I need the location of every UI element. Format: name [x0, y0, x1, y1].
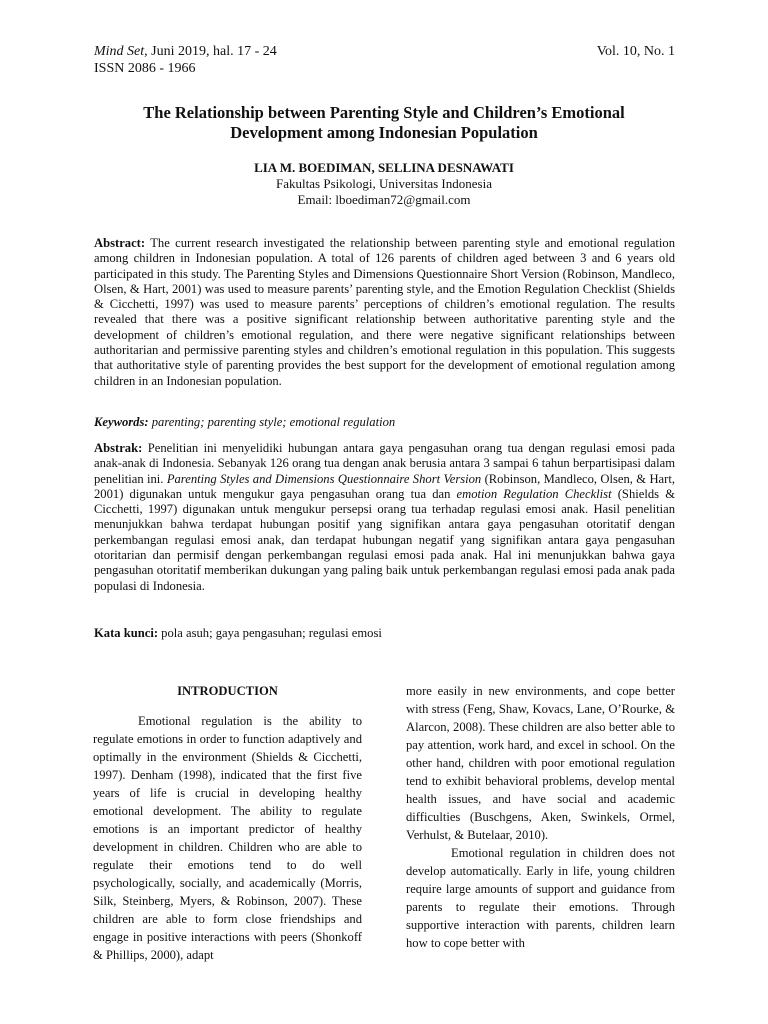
kata-kunci-label: Kata kunci: — [94, 626, 159, 640]
title-line-2: Development among Indonesian Population — [230, 123, 538, 142]
intro-paragraph-1-continued: more easily in new environments, and cope better with stress (Feng, Shaw, Kovacs, Lane, O’Rourke, & Alarcon, 2008). These children are also better able to pay attention, work hard, and excel in school. On the other hand, children with poor emotional regulation tend to exhibit behavioral problems, develop mental health issues, and have social and academic difficulties (Buschgens, Aken, Swinkels, Ormel, Verhulst, & Butelaar, 2010). — [406, 684, 675, 842]
abstract-english — [94, 236, 675, 389]
author-block — [94, 160, 674, 208]
journal-header — [94, 43, 277, 77]
column-left — [93, 682, 362, 964]
issue-info: , Juni 2019, hal. 17 - 24 — [144, 44, 277, 59]
abstrak-label: Abstrak: — [94, 441, 143, 455]
volume-info: Vol. 10, No. 1 — [596, 44, 675, 59]
abstract-label: Abstract: — [94, 236, 146, 250]
abstract-indonesian — [94, 441, 675, 594]
abstrak-text-1: Penelitian ini menyelidiki hubungan antara gaya pengasuhan orang tua dengan regulasi emosi pada anak-anak di Indonesia. Sebanyak 126 orang tua dengan anak berusia antara 3 sampai 6 tahun berpartisipasi dalam penelitian ini. — [94, 441, 675, 486]
kata-kunci-text: pola asuh; gaya pengasuhan; regulasi emosi — [158, 626, 382, 640]
kata-kunci — [94, 626, 675, 641]
abstrak-italic-1: Parenting Styles and Dimensions Questionnaire Short Version — [166, 471, 482, 486]
journal-name: Mind Set — [94, 44, 145, 59]
paper-title — [94, 103, 674, 143]
abstrak-text-3: (Shields & Cicchetti, 1997) digunakan untuk mengukur persepsi orang tua terhadap regulasi emosi anak. Hasil penelitian menunjukkan bahwa terdapat hubungan positif yang signifikan antara gaya pengasuhan otoritatif dengan perkembangan regulasi emosi anak, dan terdapat hubungan negatif yang signifikan antara gaya pengasuhan otoritarian dan permisif dengan perkembangan regulasi emosi pada anak. Hal ini menunjukkan bahwa gaya pengasuhan otoritatif memberikan dukungan yang paling baik untuk perkembangan regulasi emosi pada anak pada populasi di Indonesia. — [94, 486, 675, 593]
abstrak-italic-2: emotion Regulation Checklist — [456, 486, 612, 501]
journal-citation — [94, 43, 277, 60]
author-email: Email: lboediman72@gmail.com — [297, 192, 471, 207]
author-names: LIA M. BOEDIMAN, SELLINA DESNAWATI — [254, 160, 514, 175]
intro-paragraph-1: Emotional regulation is the ability to regulate emotions in order to function adaptively and optimally in the environment (Shields & Cicchetti, 1997). Denham (1998), indicated that the first five years of life is crucial in developing healthy emotional development. The ability to regulate emotions is an important predictor of healthy development in children. Children who are able to regulate their emotions tend to do well psychologically, socially, and academically (Morris, Silk, Steinberg, Myers, & Robinson, 2007). These children are able to form close friendships and engage in positive interactions with peers (Shonkoff & Phillips, 2000), adapt — [93, 714, 362, 962]
column-right — [406, 682, 675, 952]
author-affiliation: Fakultas Psikologi, Universitas Indonesia — [276, 176, 492, 191]
keywords — [94, 415, 675, 430]
abstract-text: The current research investigated the relationship between parenting style and emotional regulation among children in Indonesian population. A total of 126 parents of children aged between 3 and 6 years old participated in this study. The Parenting Styles and Dimensions Questionnaire Short Version (Robinson, Mandleco, Olsen, & Hart, 2001) was used to measure parents’ parenting style, and the Emotion Regulation Checklist (Shields & Cicchetti, 1997) was used to measure parents’ perceptions of children’s emotional regulation. The results revealed that there was a positive significant relationship between authoritative parenting style and the development of children’s emotional regulation, and there were negative significant relationships between authoritarian and permissive parenting styles and children’s emotional regulation in this population. This suggests that authoritative style of parenting provides the best support for the development of emotional regulation among children in an Indonesian population. — [94, 236, 675, 388]
intro-paragraph-2: Emotional regulation in children does not develop automatically. Early in life, young children require large amounts of support and guidance from parents to regulate their emotions. Through supportive interaction with parents, children learn how to cope better with — [406, 846, 675, 950]
keywords-label: Keywords: — [94, 415, 149, 429]
keywords-text: parenting; parenting style; emotional regulation — [148, 415, 396, 429]
issn: ISSN 2086 - 1966 — [94, 61, 196, 76]
section-heading-introduction: INTRODUCTION — [177, 684, 278, 698]
abstrak-text-2: (Robinson, Mandleco, Olsen, & Hart, 2001) digunakan untuk mengukur gaya pengasuhan orang tua dan — [94, 471, 675, 501]
title-line-1: The Relationship between Parenting Style and Children’s Emotional — [143, 103, 625, 122]
